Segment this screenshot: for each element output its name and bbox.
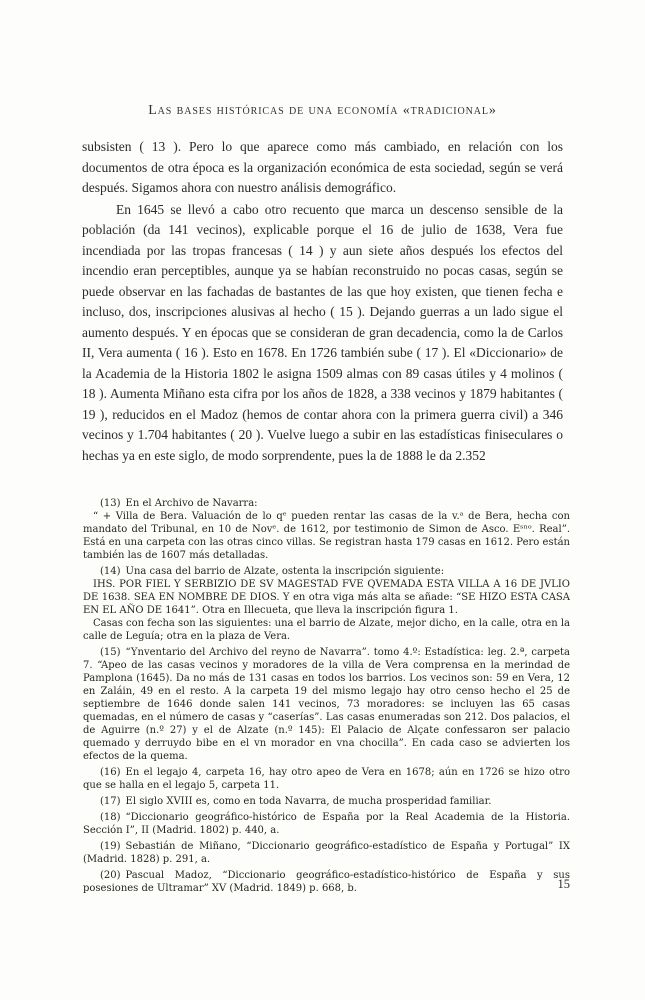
footnote-20: (20) Pascual Madoz, “Diccionario geográfico-estadístico-histórico de España y sus posesiones de Ultramar” XV (Madrid. 1849) p. 668, b. [83,870,570,894]
footnote-16: (16) En el legajo 4, carpeta 16, hay otro apeo de Vera en 1678; aún en 1726 se hizo otro que se halla en el legajo 5, carpeta 11. [83,767,570,791]
footnote-14-addendum: Casas con fecha son las siguientes: una el barrio de Alzate, mejor dicho, en la calle, otra en la calle de Leguía; otra en la plaza de Vera. [83,618,570,642]
footnote-14-label: (14) Una casa del barrio de Alzate, ostenta la inscripción siguiente: [100,566,445,577]
body-paragraph-continuation: subsisten ( 13 ). Pero lo que aparece como más cambiado, en relación con los documentos de otra época es la organización económica de esta sociedad, según se verá después. Sigamos ahora con nuestro análisis demográfico. [82,139,563,195]
main-text [82,137,563,466]
footnotes-section [83,494,570,895]
body-paragraph-1645-census: En 1645 se llevó a cabo otro recuento que marca un descenso sensible de la población (da 141 vecinos), explicable porque el 16 de julio de 1638, Vera fue incendiada por las tropas francesas ( 14 ) y aun siete años después los efectos del incendio eran perceptibles, aunque ya se habían reconstruido no pocas casas, según se puede observar en las fachadas de bastantes de las que hoy existen, que tienen fecha e incluso, dos, inscripciones alusivas al hecho ( 15 ). Dejando guerras a un lado sigue el aumento después. Y en épocas que se consideran de gran decadencia, como la de Carlos II, Vera aumenta ( 16 ). Esto en 1678. En 1726 también sube ( 17 ). El «Diccionario» de la Academia de la Historia 1802 le asigna 1509 almas con 89 casas útiles y 4 molinos ( 18 ). Aumenta Miñano esta cifra por los años de 1828, a 338 vecinos y 1879 habitantes ( 19 ), reducidos en el Madoz (hemos de contar ahora con la primera guerra civil) a 346 vecinos y 1.704 habitantes ( 20 ). Vuelve luego a subir en las estadísticas finiseculares o hechas ya en este siglo, de modo sorprendente, pues la de 1888 le da 2.352 [82,201,563,463]
footnote-14-inscription: IHS. POR FIEL Y SERBIZIO DE SV MAGESTAD FVE QVEMADA ESTA VILLA A 16 DE JVLIO DE 1638. SEA EN NOMBRE DE DIOS. Y en otra viga más alta se añade: “SE HIZO ESTA CASA EN EL AÑO DE 1641”. Otra en Illecueta, que lleva la inscripción figura 1. [83,579,570,616]
footnote-13-label: (13) En el Archivo de Navarra: [100,498,258,509]
footnote-19: (19) Sebastián de Miñano, “Diccionario geográfico-estadístico de España y Portugal” IX (Madrid. 1828) p. 291, a. [83,841,570,865]
running-header: Las bases históricas de una economía «tradicional» [148,103,497,118]
footnote-13-quote: “ + Villa de Bera. Valuación de lo qᵉ pueden rentar las casas de la v.ᵃ de Bera, hecha con mandato del Tribunal, en 10 de Novᵉ. de 1612, por testimonio de Simon de Asco. Eˢⁿᵒ. Real”. Está en una carpeta con las otras cinco villas. Se registran hasta 179 casas en 1612. Pero están también las de 1607 más detalladas. [83,511,570,561]
page-number: 15 [557,877,570,891]
footnote-17: (17) El siglo XVIII es, como en toda Navarra, de mucha prosperidad familiar. [100,796,492,807]
footnote-15: (15) “Ynventario del Archivo del reyno de Navarra”. tomo 4.º: Estadística: leg. 2.ª, carpeta 7. “Apeo de las casas vecinos y moradores de la villa de Vera comprensa en la merindad de Pamplona (1645). Da no más de 131 casas en todos los barrios. Los vecinos son: 59 en Vera, 12 en Zaláin, 49 en el resto. A la carpeta 19 del mismo legajo hay otro censo hecho el 25 de septiembre de 1646 donde salen 141 vecinos, 73 moradores: se incluyen las 65 casas quemadas, en el número de casas y “caserías”. Las casas enumeradas son 212. Dos palacios, el de Aguirre (n.º 27) y el de Alzate (n.º 145): El Palacio de Alçate confessaron ser palacio quemado y derruydo bibe en el vn morador en vna chocilla”. En cada caso se advierten los efectos de la quema. [83,647,570,762]
footnote-18: (18) “Diccionario geográfico-histórico de España por la Real Academia de la Historia. Sección I”, II (Madrid. 1802) p. 440, a. [83,812,570,836]
